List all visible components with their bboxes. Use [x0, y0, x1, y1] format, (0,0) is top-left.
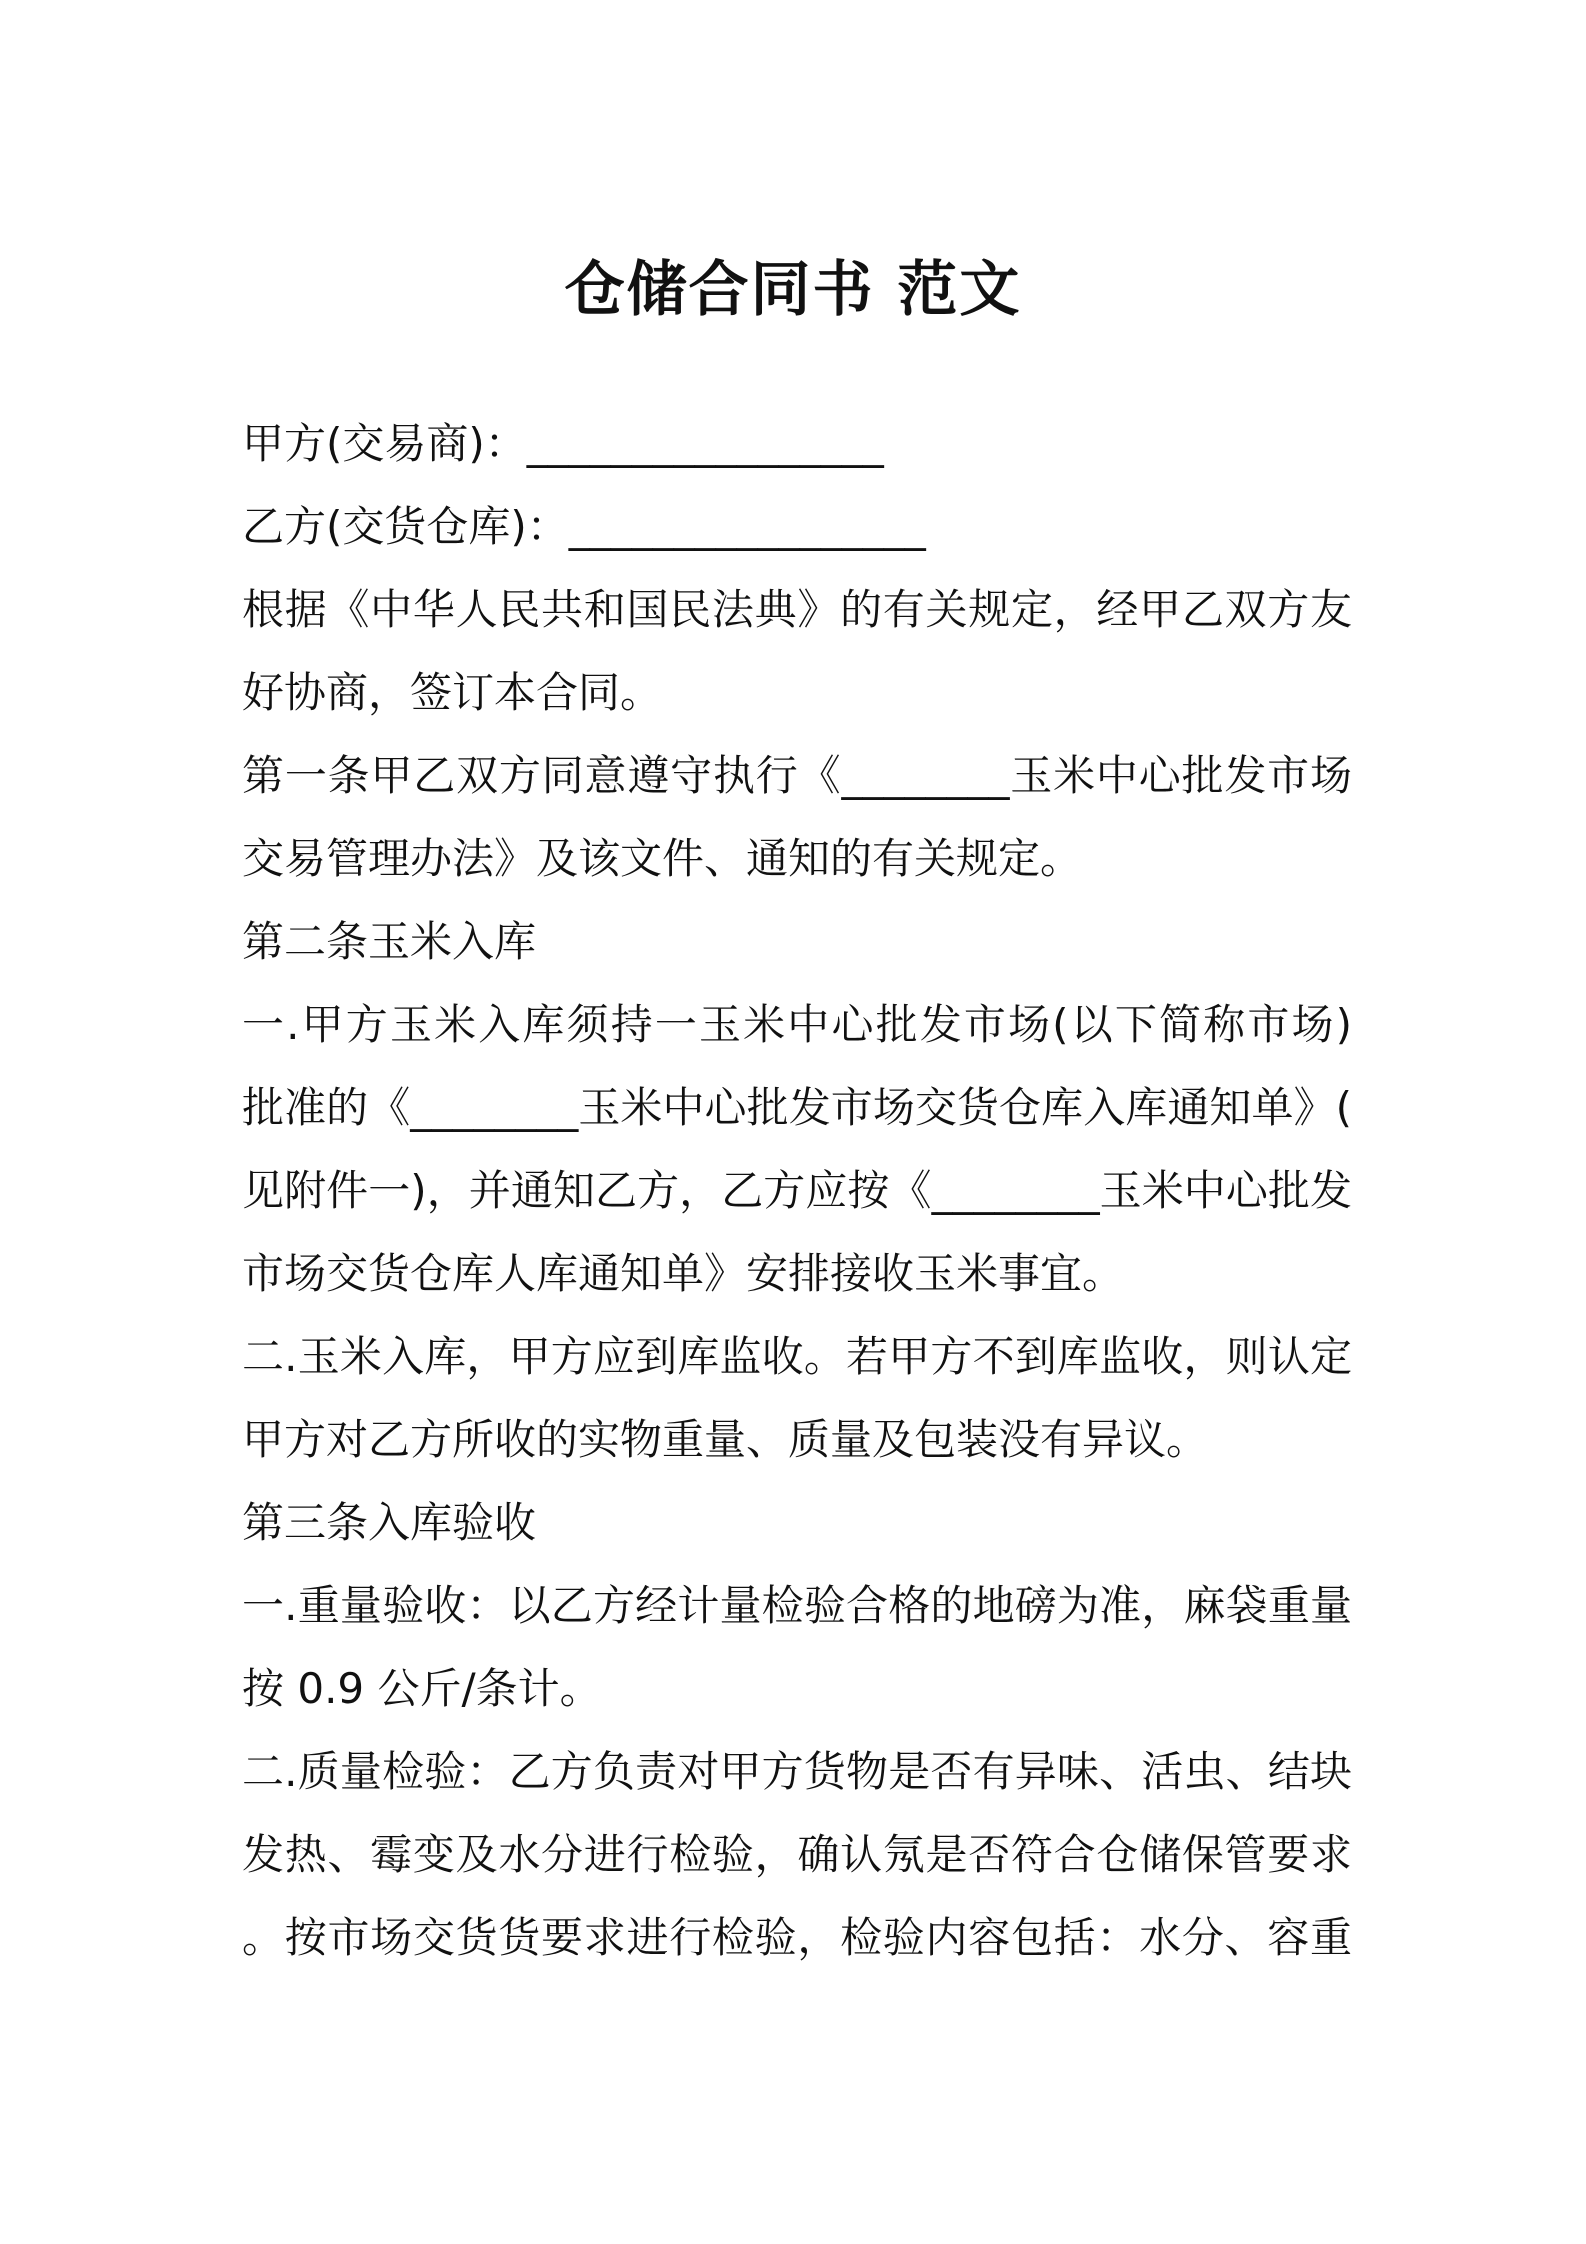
article-3-item-2-line-3: 。按市场交货货要求进行检验，检验内容包括：水分、容重 — [242, 1913, 1352, 1962]
article-2-item-2-line-2: 甲方对乙方所收的实物重量、质量及包装没有异议。 — [242, 1415, 1209, 1464]
article-1-line-1: 第一条甲乙双方同意遵守执行《________玉米中心批发市场 — [242, 751, 1352, 800]
article-3-item-2-line-1: 二.质量检验：乙方负责对甲方货物是否有异味、活虫、结块 — [242, 1747, 1352, 1796]
party-b-line: 乙方(交货仓库)：_________________ — [242, 502, 926, 551]
article-2-item-1-line-1: 一.甲方玉米入库须持一玉米中心批发市场(以下简称市场) — [242, 1000, 1352, 1049]
article-2-heading: 第二条玉米入库 — [242, 917, 537, 966]
article-3-item-1-line-2: 按 0.9 公斤/条计。 — [242, 1664, 602, 1713]
article-2-item-1-line-4: 市场交货仓库人库通知单》安排接收玉米事宜。 — [242, 1249, 1125, 1298]
article-3-item-1-line-1: 一.重量验收：以乙方经计量检验合格的地磅为准，麻袋重量 — [242, 1581, 1352, 1630]
article-2-item-1-line-3: 见附件一)，并通知乙方，乙方应按《________玉米中心批发 — [242, 1166, 1352, 1215]
article-1-line-2: 交易管理办法》及该文件、通知的有关规定。 — [242, 834, 1083, 883]
article-2-item-2-line-1: 二.玉米入库，甲方应到库监收。若甲方不到库监收，则认定 — [242, 1332, 1352, 1381]
preamble-line-1: 根据《中华人民共和国民法典》的有关规定，经甲乙双方友 — [242, 585, 1352, 634]
preamble-line-2: 好协商，签订本合同。 — [242, 668, 663, 717]
article-2-item-1-line-2: 批准的《________玉米中心批发市场交货仓库入库通知单》( — [242, 1083, 1352, 1132]
document-title: 仓储合同书 范文 — [564, 255, 1022, 325]
article-3-item-2-line-2: 发热、霉变及水分进行检验，确认氖是否符合仓储保管要求 — [242, 1830, 1352, 1879]
article-3-heading: 第三条入库验收 — [242, 1498, 537, 1547]
party-a-line: 甲方(交易商)：_________________ — [242, 419, 884, 468]
